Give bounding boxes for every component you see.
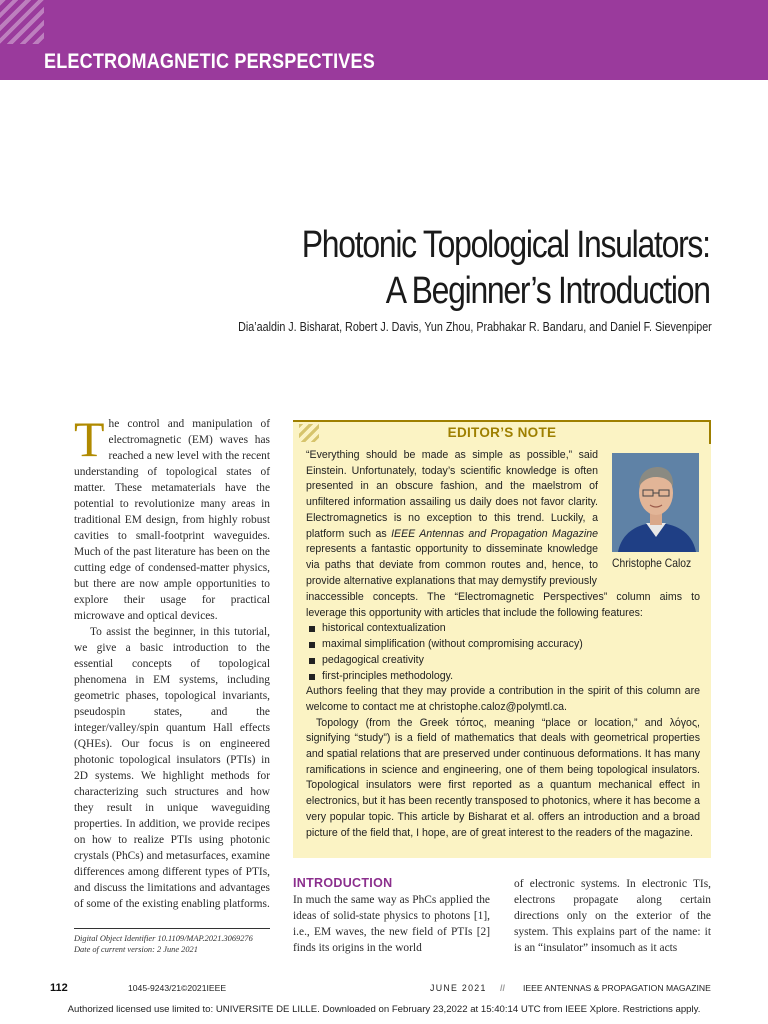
footer-separator: // [500,983,506,993]
issue-date: JUNE 2021 [430,983,487,993]
editors-note-paragraph-2: Authors feeling that they may provide a contribution in the spirit of this column are welcome to contact me at christophe.caloz@polymtl.ca. [306,685,700,713]
editors-note-paragraph-3: Topology (from the Greek τόπος, meaning “place or location,” and λόγος, signifying “study”) is a field of mathematics that deals with geometrical properties and spatial relations that are preserved under continuous deformations. It has many ramifications in science and engineering, one of them being topological insulators. Topological insulators were first reported as a quantum mechanical effect in electronics, but it has been recently transposed to photonics, where it has become a very popular topic. This article by Bisharat et al. offers an introduction and a broad picture of the field that, I hope, are of great interest to the readers of the magazine. [306,716,700,839]
editors-note-p1-b: represents a fantastic opportunity to disseminate knowledge via paths that deviate from common routes and, hence, to provide alternative explanations that may demystify previously [306,543,598,587]
header-stripe-decoration [0,0,44,44]
introduction-right-column [514,876,711,956]
bullet-icon [309,626,315,632]
intro-paragraph-1 [74,411,270,624]
intro-paragraph-2: To assist the beginner, in this tutorial, we give a basic introduction to the essential concepts of topological phenomena in EM systems, including geometric phases, topological invariants, pseudospin states, and the integer/valley/spin quantum Hall effects (QHEs). Our focus is on engineered photonic topological insulators (PTIs) in 2D systems. We highlight methods for characterizing such structures and how they result in unique waveguiding properties. In addition, we provide recipes on how to realize PTIs using photonic crystals (PhCs) and metasurfaces, examine differences among different types of PTIs, and discuss the limitations and advantages of some of the existing enabling platforms. [74,626,270,910]
article-title-line2: A Beginner’s Introduction [385,270,710,312]
editors-note-title: EDITOR’S NOTE [447,425,557,440]
editors-note-bottom-text [306,590,700,841]
article-title-line1: Photonic Topological Insulators: [301,224,710,266]
issn-copyright: 1045-9243/21©2021IEEE [128,983,227,993]
feature-item [306,621,700,637]
introduction-right-text: of electronic systems. In electronic TIs, electrons propagate along certain directions only on the exterior of the system. This explains part of the name: it is an “insulator” insomuch as it acts [514,878,711,954]
feature-item [306,669,700,685]
current-version-date: Date of current version: 2 June 2021 [74,945,198,954]
section-title: ELECTROMAGNETIC PERSPECTIVES [44,50,375,73]
introduction-heading: INTRODUCTION [293,876,393,890]
editor-photo [612,453,699,552]
features-list [306,621,700,684]
article-authors: Dia’aaldin J. Bisharat, Robert J. Davis, Yun Zhou, Prabhakar R. Bandaru, and Daniel F. Sievenpiper [238,320,712,334]
feature-item-text: maximal simplification (without compromising accuracy) [322,638,583,651]
bullet-icon [309,642,315,648]
page-number: 112 [50,982,68,994]
feature-item-text: first-principles methodology. [322,669,454,682]
photo-caption: Christophe Caloz [612,556,692,570]
editors-note-p1-a: “Everything should be made as simple as possible,” said Einstein. Unfortunately, today’s scientific knowledge is often presented in an obscure fashion, and the maelstrom of unfiltered information assailing us daily does not favor clarity. Electromagnetics is no exception to this trend. Luckily, a platform such as [306,449,598,540]
editors-note-paragraph-1 [306,448,598,589]
magazine-name: IEEE ANTENNAS & PROPAGATION MAGAZINE [523,983,711,993]
doi-block [74,933,274,955]
doi-divider [74,928,270,929]
magazine-italic-name: IEEE Antennas and Propagation Magazine [391,527,598,540]
feature-item-text: pedagogical creativity [322,653,424,666]
intro-paragraph-1-text: he control and manipulation of electromagnetic (EM) waves has reached a new level with the recent understanding of topological states of matter. These metamaterials have the potential to revolutionize many areas in traditional EM design, from highly robust cavities to small-footprint waveguides. Much of the past literature has been on the cutting edge of condensed-matter physics, but there are now ample opportunities to explore their usage for practical microwave and optical devices. [74,418,270,622]
introduction-middle-column [293,892,490,956]
bullet-icon [309,674,315,680]
doi-identifier: Digital Object Identifier 10.1109/MAP.2021.3069276 [74,934,253,943]
feature-item [306,637,700,653]
editors-note-top-text [306,448,598,589]
editor-portrait-icon [612,453,699,552]
feature-item [306,653,700,669]
bullet-icon [309,658,315,664]
left-column [74,411,270,912]
feature-item-text: historical contextualization [322,622,446,635]
introduction-middle-text: In much the same way as PhCs applied the ideas of solid-state physics to photons [1], i.e., EM waves, the new field of PTIs [2] finds its origins in the world [293,894,490,954]
editors-note-paragraph-1-continued: inaccessible concepts. The “Electromagnetic Perspectives” column aims to leverage this opportunity with articles that include the following features: [306,591,700,619]
license-notice: Authorized licensed use limited to: UNIVERSITE DE LILLE. Downloaded on February 23,2022 at 15:40:14 UTC from IEEE Xplore. Restrictions apply. [67,1004,701,1015]
dropcap: T [74,411,105,467]
